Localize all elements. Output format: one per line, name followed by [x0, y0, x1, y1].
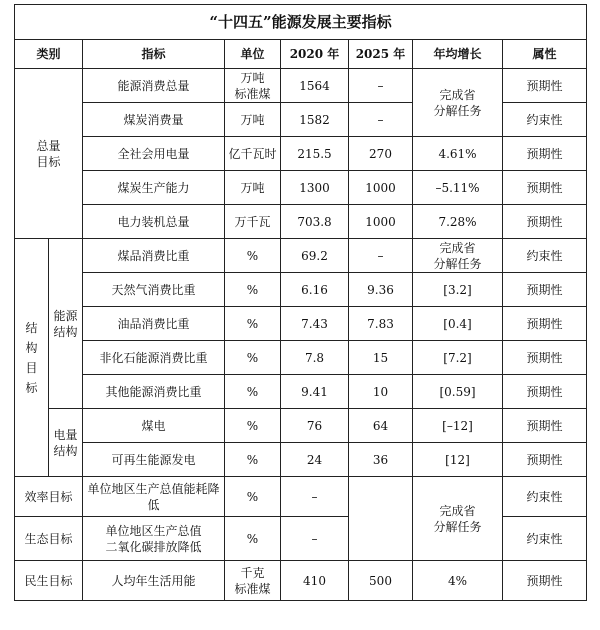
row-2025: 9.36 [349, 273, 413, 307]
row-indicator: 煤品消费比重 [83, 239, 225, 273]
group-livelihood: 民生目标 [15, 561, 83, 601]
row-growth: [–12] [413, 409, 503, 443]
header-unit: 单位 [225, 40, 281, 69]
row-attribute: 预期性 [503, 273, 587, 307]
row-growth: [12] [413, 443, 503, 477]
row-growth: –5.11% [413, 171, 503, 205]
row-attribute: 预期性 [503, 341, 587, 375]
row-unit: % [225, 477, 281, 517]
row-growth: 4% [413, 561, 503, 601]
row-indicator: 能源消费总量 [83, 69, 225, 103]
row-growth: 7.28% [413, 205, 503, 239]
row-unit: 万吨 [225, 103, 281, 137]
row-growth: [3.2] [413, 273, 503, 307]
header-indicator: 指标 [83, 40, 225, 69]
row-attribute: 约束性 [503, 103, 587, 137]
row-growth: 完成省 分解任务 [413, 69, 503, 137]
group-efficiency: 效率目标 [15, 477, 83, 517]
row-2020: 703.8 [281, 205, 349, 239]
header-attribute: 属性 [503, 40, 587, 69]
row-attribute: 预期性 [503, 171, 587, 205]
row-attribute: 预期性 [503, 307, 587, 341]
row-unit: % [225, 273, 281, 307]
row-2020: 76 [281, 409, 349, 443]
row-2025: 1000 [349, 171, 413, 205]
row-indicator: 其他能源消费比重 [83, 375, 225, 409]
group-ecology: 生态目标 [15, 517, 83, 561]
row-attribute: 预期性 [503, 409, 587, 443]
row-unit: % [225, 517, 281, 561]
header-category: 类别 [15, 40, 83, 69]
row-2020: 410 [281, 561, 349, 601]
row-unit: % [225, 375, 281, 409]
group-structure: 结 构 目 标 [15, 239, 49, 477]
row-indicator: 单位地区生产总值 二氧化碳排放降低 [83, 517, 225, 561]
row-attribute: 预期性 [503, 561, 587, 601]
row-2020: 6.16 [281, 273, 349, 307]
row-unit: % [225, 341, 281, 375]
row-unit: % [225, 409, 281, 443]
row-attribute: 预期性 [503, 69, 587, 103]
row-unit: 万吨 标准煤 [225, 69, 281, 103]
indicator-table [14, 4, 587, 601]
row-attribute: 约束性 [503, 477, 587, 517]
row-2025: 1000 [349, 205, 413, 239]
row-indicator: 全社会用电量 [83, 137, 225, 171]
header-2020: 2020 年 [281, 40, 349, 69]
row-2020: 69.2 [281, 239, 349, 273]
row-2020: 1564 [281, 69, 349, 103]
row-2020: 1582 [281, 103, 349, 137]
row-2025: 15 [349, 341, 413, 375]
row-indicator: 煤炭消费量 [83, 103, 225, 137]
indicator-table-container [14, 4, 586, 601]
row-2020: 7.8 [281, 341, 349, 375]
row-2025: 7.83 [349, 307, 413, 341]
row-2025: 10 [349, 375, 413, 409]
row-2020: 9.41 [281, 375, 349, 409]
row-2025: 64 [349, 409, 413, 443]
row-2025: – [349, 69, 413, 103]
row-indicator: 油品消费比重 [83, 307, 225, 341]
row-2020: 215.5 [281, 137, 349, 171]
row-attribute: 预期性 [503, 375, 587, 409]
row-unit: % [225, 307, 281, 341]
row-2025: – [349, 239, 413, 273]
row-growth: 完成省 分解任务 [413, 239, 503, 273]
row-attribute: 预期性 [503, 443, 587, 477]
row-growth: 完成省 分解任务 [413, 477, 503, 561]
row-indicator: 天然气消费比重 [83, 273, 225, 307]
group-energy-structure: 能源 结构 [49, 239, 83, 409]
header-2025: 2025 年 [349, 40, 413, 69]
row-indicator: 可再生能源发电 [83, 443, 225, 477]
row-indicator: 人均年生活用能 [83, 561, 225, 601]
row-2025: 500 [349, 561, 413, 601]
row-2020: 7.43 [281, 307, 349, 341]
row-2025: – [349, 103, 413, 137]
row-unit: 千克 标准煤 [225, 561, 281, 601]
row-indicator: 非化石能源消费比重 [83, 341, 225, 375]
row-unit: % [225, 239, 281, 273]
group-total: 总量 目标 [15, 69, 83, 239]
row-2025: 270 [349, 137, 413, 171]
row-2025 [349, 477, 413, 561]
row-2020: – [281, 477, 349, 517]
row-indicator: 煤炭生产能力 [83, 171, 225, 205]
row-indicator: 单位地区生产总值能耗降低 [83, 477, 225, 517]
row-2025: 36 [349, 443, 413, 477]
row-indicator: 煤电 [83, 409, 225, 443]
row-attribute: 约束性 [503, 517, 587, 561]
row-2020: 24 [281, 443, 349, 477]
row-growth: 4.61% [413, 137, 503, 171]
row-unit: 亿千瓦时 [225, 137, 281, 171]
row-growth: [7.2] [413, 341, 503, 375]
row-indicator: 电力装机总量 [83, 205, 225, 239]
row-unit: 万千瓦 [225, 205, 281, 239]
group-power-structure: 电量 结构 [49, 409, 83, 477]
row-growth: [0.59] [413, 375, 503, 409]
row-attribute: 预期性 [503, 205, 587, 239]
row-growth: [0.4] [413, 307, 503, 341]
row-attribute: 约束性 [503, 239, 587, 273]
row-attribute: 预期性 [503, 137, 587, 171]
header-growth: 年均增长 [413, 40, 503, 69]
row-2020: – [281, 517, 349, 561]
row-unit: % [225, 443, 281, 477]
row-2020: 1300 [281, 171, 349, 205]
table-title: “十四五”能源发展主要指标 [15, 5, 587, 40]
row-unit: 万吨 [225, 171, 281, 205]
